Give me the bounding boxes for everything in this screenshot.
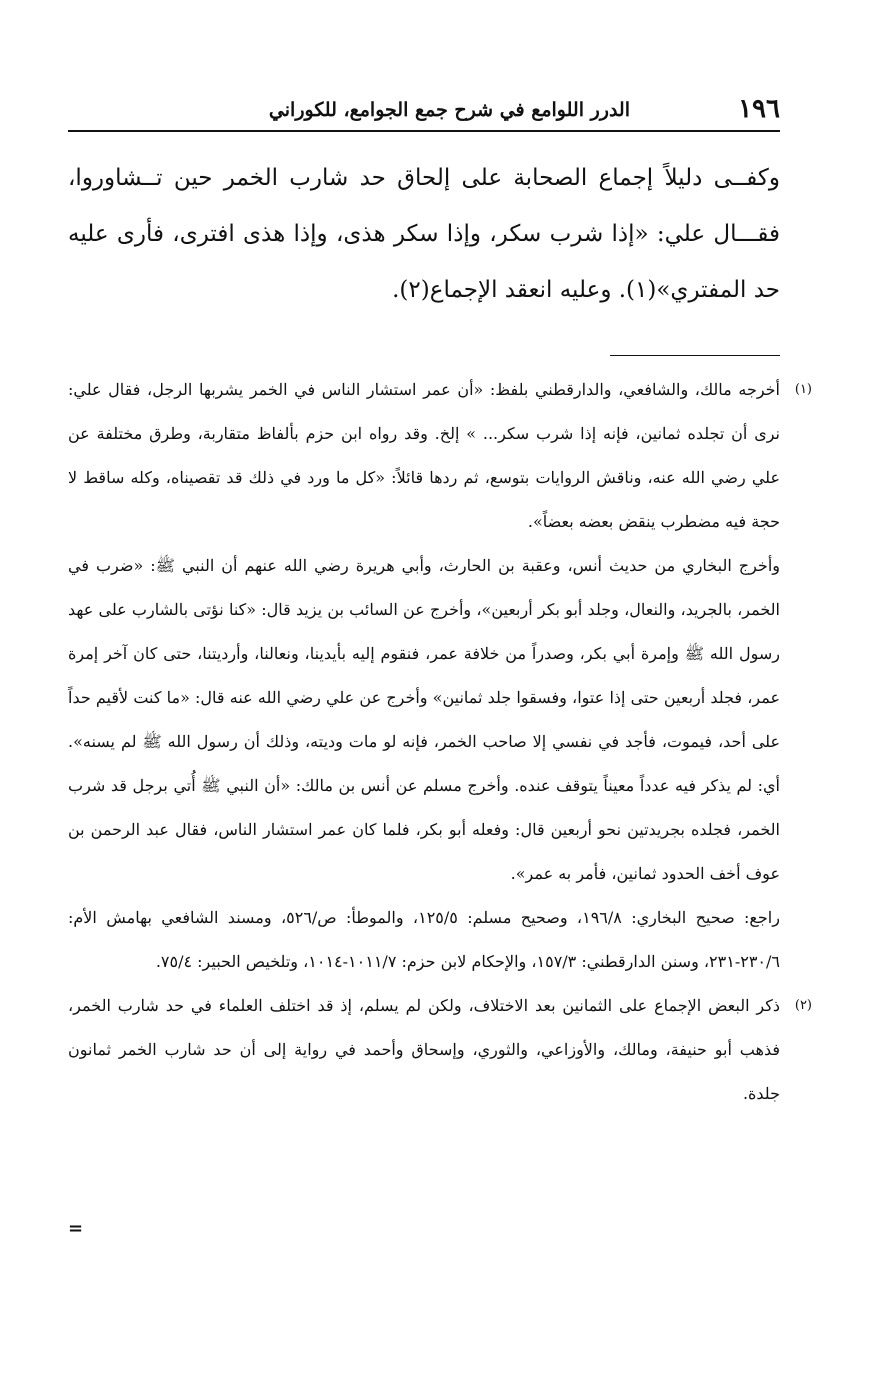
continuation-mark: =: [68, 1218, 84, 1239]
page-number: ١٩٦: [738, 94, 780, 124]
footnote-number: (١): [794, 382, 812, 397]
main-text: [68, 150, 780, 318]
main-paragraph: وكفــى دليلاً إجماع الصحابة على إلحاق حد شارب الخمر حين تــشاوروا، فقـــال علي: «إذا شرب سكر، وإذا سكر هذى، وإذا هذى افترى، فأرى عليه حد المفتري»(١). وعليه انعقد الإجماع(٢).: [68, 165, 780, 303]
footnote-paragraph: أخرجه مالك، والشافعي، والدارقطني بلفظ: «أن عمر استشار الناس في الخمر يشربها الرجل، فقال علي: نرى أن تجلده ثمانين، فإنه إذا شرب سكر... » إلخ. وقد رواه ابن حزم بألفاظ متقاربة، وطرق مختلفة عن علي رضي الله عنه، وناقش الروايات بتوسع، ثم ردها قائلاً: «كل ما ورد في ذلك قد تقصيناه، وكله ساقط لا حجة فيه مضطرب ينقض بعضه بعضاً».: [68, 380, 780, 531]
footnote-paragraph: ذكر البعض الإجماع على الثمانين بعد الاختلاف، ولكن لم يسلم، إذ قد اختلف العلماء في حد شارب الخمر، فذهب أبو حنيفة، ومالك، والأوزاعي، والثوري، وإسحاق وأحمد في رواية إلى أن حد شارب الخمر ثمانون جلدة.: [68, 996, 781, 1103]
footnote-2: [68, 984, 812, 1116]
footnote-separator: [610, 355, 780, 356]
footnote-number: (٢): [794, 998, 812, 1013]
footnotes: [68, 368, 812, 1116]
footnote-paragraph: وأخرج البخاري من حديث أنس، وعقبة بن الحارث، وأبي هريرة رضي الله عنهم أن النبي ﷺ: «ضرب في الخمر، بالجريد، والنعال، وجلد أبو بكر أربعين»، وأخرج عن السائب بن يزيد قال: «كنا نؤتى بالشارب على عهد رسول الله ﷺ وإمرة أبي بكر، وصدراً من خلافة عمر، فنقوم إليه بأيدينا، ونعالنا، وأرديتنا، حتى كان آخر إمرة عمر، فجلد أربعين حتى إذا عتوا، وفسقوا جلد ثمانين» وأخرج عن علي رضي الله عنه قال: «ما كنت لأقيم حداً على أحد، فيموت، فأجد في نفسي إلا صاحب الخمر، فإنه لو مات وديته، وذلك أن رسول الله ﷺ لم يسنه». أي: لم يذكر فيه عدداً معيناً يتوقف عنده. وأخرج مسلم عن أنس بن مالك: «أن النبي ﷺ أُتي برجل قد شرب الخمر، فجلده بجريدتين نحو أربعين قال: وفعله أبو بكر، فلما كان عمر استشار الناس، فقال عبد الرحمن بن عوف أخف الحدود ثمانين، فأمر به عمر».: [68, 556, 780, 883]
running-title: الدرر اللوامع في شرح جمع الجوامع، للكوراني: [268, 99, 630, 121]
footnote-1: [68, 368, 812, 984]
page-header: [68, 92, 780, 132]
footnote-paragraph: راجع: صحيح البخاري: ١٩٦/٨، وصحيح مسلم: ١٢٥/٥، والموطأ: ص/٥٢٦، ومسند الشافعي بهامش الأم: ٢٣٠/٦-٢٣١، وسنن الدارقطني: ١٥٧/٣، والإحكام لابن حزم: ١٠١١/٧-١٠١٤، وتلخيص الحبير: ٧٥/٤.: [68, 908, 780, 971]
